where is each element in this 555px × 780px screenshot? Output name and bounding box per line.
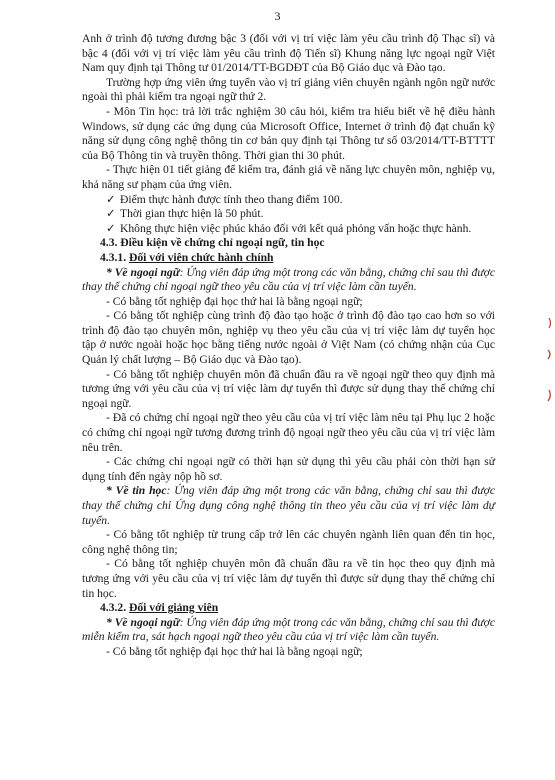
checklist-text: Không thực hiện việc phúc khảo đối với kết quả phỏng vấn hoặc thực hành. xyxy=(120,221,472,235)
section-heading: 4.3. Điều kiện về chứng chỉ ngoại ngữ, tin học xyxy=(100,236,325,250)
subsection-number: 4.3.2. xyxy=(100,601,129,615)
paragraph: - Có bằng tốt nghiệp chuyên môn đã chuẩn đầu ra về ngoại ngữ theo quy định mà tương ứng với yêu cầu của vị trí việc làm dự tuyển thì được sử dụng thay thế chứng chỉ ngoại ngữ. xyxy=(82,367,495,410)
requirement-text: : Ứng viên đáp ứng một trong các văn bằng, chứng chỉ sau thì được thay thế chứng chỉ Ứng dụng công nghệ thông tin theo yêu cầu của vị trí việc làm dự tuyển. xyxy=(82,484,495,527)
paragraph: - Có bằng tốt nghiệp chuyên môn đã chuẩn đầu ra về tin học theo quy định mà tương ứng với yêu cầu của vị trí việc làm dự tuyển thì được sử dụng thay thế chứng chỉ tin học. xyxy=(82,557,495,600)
paragraph: Anh ở trình độ tương đương bậc 3 (đối với vị trí việc làm yêu cầu trình độ Thạc sĩ) và bậc 4 (đối với vị trí việc làm yêu cầu trình độ Tiến sĩ) Khung năng lực ngoại ngữ Việt Nam quy định tại Thông tư 01/2014/TT-BGDĐT của Bộ Giáo dục và Đào tạo. xyxy=(82,32,495,75)
paragraph: - Có bằng tốt nghiệp từ trung cấp trở lên các chuyên ngành liên quan đến tin học, công nghệ thông tin; xyxy=(82,528,495,556)
page-number: 3 xyxy=(274,9,281,23)
paragraph: - Môn Tin học: trả lời trắc nghiệm 30 câu hỏi, kiểm tra hiểu biết về hệ điều hành Windows, sử dụng các ứng dụng của Microsoft Office, Internet ở trình độ đạt chuẩn kỹ năng sử dụng công nghệ thông tin cơ bản quy định tại Thông tư số 03/2014/TT-BTTTT của Bộ Thông tin và truyền thông. Thời gian thi 30 phút. xyxy=(82,104,495,162)
requirement-text: : Ứng viên đáp ứng một trong các văn bằng, chứng chỉ sau thì được miễn kiểm tra, sát hạch ngoại ngữ theo yêu cầu của vị trí việc làm cần tuyển. xyxy=(82,615,495,644)
margin-stamp-marks xyxy=(543,310,553,430)
paragraph: - Đã có chứng chỉ ngoại ngữ theo yêu cầu của vị trí việc làm nêu tại Phụ lục 2 hoặc có chứng chỉ ngoại ngữ tương đương trình độ ngoại ngữ theo yêu cầu của vị trí việc làm nêu trên. xyxy=(82,411,495,454)
paragraph: - Có bằng tốt nghiệp cùng trình độ đào tạo hoặc ở trình độ đào tạo cao hơn so với trình độ đào tạo chuyên môn, nghiệp vụ theo yêu cầu của vị trí việc làm dự tuyển học tập ở nước ngoài hoặc học bằng tiếng nước ngoài ở Việt Nam (có chứng nhận của Cục Quản lý chất lượng – Bộ Giáo dục và Đào tạo). xyxy=(82,309,495,367)
requirement-label: * Về ngoại ngữ xyxy=(106,615,180,629)
check-icon: ✓ xyxy=(106,207,116,221)
subsection-title: Đối với viên chức hành chính xyxy=(128,250,274,264)
paragraph: - Có bằng tốt nghiệp đại học thứ hai là bằng ngoại ngữ; xyxy=(106,294,363,308)
checklist-item xyxy=(106,193,495,208)
checklist-item xyxy=(106,222,495,237)
document-body xyxy=(82,32,495,660)
subsection-title: Đối với giảng viên xyxy=(128,601,219,615)
subsection-number: 4.3.1. xyxy=(100,250,129,264)
requirement-paragraph xyxy=(82,266,495,295)
requirement-text: : Ứng viên đáp ứng một trong các văn bằng, chứng chỉ sau thì được thay thế chứng chỉ ngoại ngữ theo yêu cầu của vị trí việc làm cần tuyển. xyxy=(82,265,495,294)
requirement-paragraph xyxy=(82,484,495,528)
paragraph: Trường hợp ứng viên ứng tuyển vào vị trí giảng viên chuyên ngành ngôn ngữ nước ngoài thì phải kiểm tra ngoại ngữ thứ 2. xyxy=(82,75,495,104)
requirement-label: * Về tin học xyxy=(106,484,167,498)
paragraph: - Thực hiện 01 tiết giảng để kiểm tra, đánh giá về năng lực chuyên môn, nghiệp vụ, khả năng sư phạm của ứng viên. xyxy=(82,163,495,191)
paragraph: - Có bằng tốt nghiệp đại học thứ hai là bằng ngoại ngữ; xyxy=(106,644,363,658)
subsection-heading xyxy=(82,251,495,266)
check-icon: ✓ xyxy=(106,192,116,206)
checklist-text: Điểm thực hành được tính theo thang điểm 100. xyxy=(120,192,343,206)
checklist-item xyxy=(106,207,495,222)
requirement-label: * Về ngoại ngữ xyxy=(106,265,180,279)
checklist-text: Thời gian thực hiện là 50 phút. xyxy=(120,207,264,221)
check-icon: ✓ xyxy=(106,221,116,235)
paragraph: - Các chứng chỉ ngoại ngữ có thời hạn sử dụng thì yêu cầu phải còn thời hạn sử dụng tính đến ngày nộp hồ sơ. xyxy=(82,455,495,483)
subsection-heading xyxy=(82,601,495,616)
requirement-paragraph xyxy=(82,616,495,645)
